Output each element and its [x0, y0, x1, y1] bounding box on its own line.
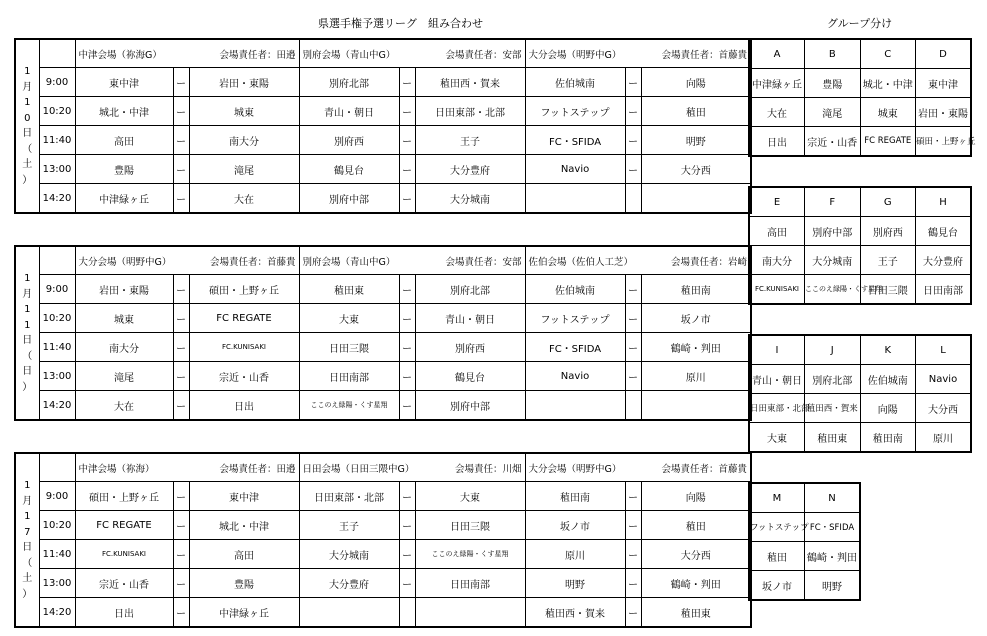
match-date [15, 453, 39, 627]
match-row [15, 569, 751, 598]
away-team: 城北・中津 [189, 511, 299, 540]
kickoff-time: 11:40 [39, 540, 75, 569]
venue-header [299, 453, 525, 482]
away-team: 王子 [415, 126, 525, 155]
away-team: 稙田南 [641, 275, 751, 304]
home-team: 稙田東 [299, 275, 399, 304]
date-char: 1 [24, 66, 31, 77]
home-team: 大在 [75, 391, 173, 421]
group-team: 日田三隈 [860, 275, 916, 305]
home-team: 宗近・山香 [75, 569, 173, 598]
home-team: 明野 [525, 569, 625, 598]
away-team: 日田三隈 [415, 511, 525, 540]
versus-dash: ー [625, 540, 641, 569]
kickoff-time: 13:00 [39, 569, 75, 598]
away-team: FC REGATE [189, 304, 299, 333]
group-team: 日田東部・北部 [749, 394, 805, 423]
kickoff-time: 9:00 [39, 68, 75, 97]
home-team: 佐伯城南 [525, 68, 625, 97]
away-team: 稙田東 [641, 598, 751, 628]
versus-dash: ー [399, 97, 415, 126]
group-letter: K [860, 335, 916, 365]
group-table [748, 482, 861, 601]
versus-dash: ー [625, 126, 641, 155]
group-team: 碩田・上野ヶ丘 [916, 127, 972, 157]
versus-dash: ー [399, 569, 415, 598]
versus-dash: ー [173, 540, 189, 569]
group-table [748, 186, 972, 305]
group-team: 大分城南 [805, 246, 861, 275]
versus-dash: ー [625, 511, 641, 540]
versus-dash: ー [173, 482, 189, 511]
group-team: 鶴崎・判田 [805, 542, 861, 571]
match-row [15, 97, 751, 126]
group-team: 坂ノ市 [749, 571, 805, 601]
date-char: 0 [24, 112, 31, 124]
group-letter: G [860, 187, 916, 217]
match-date [15, 39, 39, 213]
group-letter: E [749, 187, 805, 217]
home-team: Navio [525, 155, 625, 184]
away-team: ここのえ緑陽・くす星翔 [415, 540, 525, 569]
versus-dash: ー [173, 155, 189, 184]
home-team: FC・SFIDA [525, 333, 625, 362]
away-team: 向陽 [641, 482, 751, 511]
date-char: 1 [24, 480, 31, 491]
versus-dash: ー [625, 275, 641, 304]
kickoff-time: 10:20 [39, 304, 75, 333]
venue-header [525, 453, 751, 482]
venue-manager: 会場責任者：岩崎 [671, 256, 748, 268]
home-team: 稙田南 [525, 482, 625, 511]
away-team: 日田南部 [415, 569, 525, 598]
home-team: ここのえ緑陽・くす星翔 [299, 391, 399, 421]
kickoff-time: 14:20 [39, 598, 75, 628]
match-row [15, 540, 751, 569]
home-team: 岩田・東陽 [75, 275, 173, 304]
group-team: 南大分 [749, 246, 805, 275]
group-team: 大分豊府 [916, 246, 972, 275]
versus-dash [625, 391, 641, 421]
home-team: 大分城南 [299, 540, 399, 569]
venue-manager: 会場責任者：安部 [445, 256, 522, 268]
away-team: 大東 [415, 482, 525, 511]
group-team: 王子 [860, 246, 916, 275]
group-table [748, 38, 976, 157]
kickoff-time: 13:00 [39, 362, 75, 391]
away-team: 別府北部 [415, 275, 525, 304]
home-team: フットステップ [525, 304, 625, 333]
time-header [39, 39, 75, 68]
versus-dash: ー [173, 184, 189, 214]
versus-dash: ー [399, 68, 415, 97]
away-team: 碩田・上野ヶ丘 [189, 275, 299, 304]
away-team: 岩田・東陽 [189, 68, 299, 97]
home-team [525, 391, 625, 421]
away-team: 日出 [189, 391, 299, 421]
group-letter: N [805, 483, 861, 513]
versus-dash: ー [173, 304, 189, 333]
home-team: 南大分 [75, 333, 173, 362]
away-team: 大分城南 [415, 184, 525, 214]
date-char: 1 [24, 304, 31, 315]
home-team: 青山・朝日 [299, 97, 399, 126]
venue-name: 大分会場（明野中G） [78, 256, 172, 268]
match-row [15, 482, 751, 511]
home-team: 城東 [75, 304, 173, 333]
home-team: 日田南部 [299, 362, 399, 391]
schedule-table-day-2 [14, 245, 752, 421]
versus-dash: ー [173, 275, 189, 304]
group-team: 中津緑ヶ丘 [749, 69, 805, 98]
date-char: 月 [22, 495, 33, 507]
away-team: 滝尾 [189, 155, 299, 184]
versus-dash: ー [399, 511, 415, 540]
away-team: 明野 [641, 126, 751, 155]
away-team [415, 598, 525, 628]
versus-dash: ー [173, 569, 189, 598]
match-row [15, 598, 751, 628]
groups-title: グループ分け [827, 17, 893, 30]
venue-name: 別府会場（青山中G） [302, 256, 396, 268]
group-team: 明野 [805, 571, 861, 601]
kickoff-time: 10:20 [39, 97, 75, 126]
kickoff-time: 10:20 [39, 511, 75, 540]
date-char: 1 [24, 273, 31, 284]
kickoff-time: 11:40 [39, 126, 75, 155]
home-team: 別府北部 [299, 68, 399, 97]
match-row [15, 362, 751, 391]
away-team: 高田 [189, 540, 299, 569]
away-team: 大分西 [641, 540, 751, 569]
away-team: 宗近・山香 [189, 362, 299, 391]
group-team: 城東 [860, 98, 916, 127]
away-team: 鶴崎・判田 [641, 569, 751, 598]
group-letter: D [916, 39, 972, 69]
away-team: 大分豊府 [415, 155, 525, 184]
match-row [15, 304, 751, 333]
home-team: 稙田西・賀来 [525, 598, 625, 628]
home-team: 日田三隈 [299, 333, 399, 362]
home-team: FC REGATE [75, 511, 173, 540]
date-char: 1 [24, 511, 31, 522]
versus-dash: ー [625, 304, 641, 333]
versus-dash: ー [625, 482, 641, 511]
group-team: 鶴見台 [916, 217, 972, 246]
home-team: 鶴見台 [299, 155, 399, 184]
home-team: 大東 [299, 304, 399, 333]
venue-header [75, 453, 299, 482]
away-team: 鶴見台 [415, 362, 525, 391]
away-team: FC.KUNISAKI [189, 333, 299, 362]
away-team: 青山・朝日 [415, 304, 525, 333]
home-team: 日出 [75, 598, 173, 628]
group-letter: F [805, 187, 861, 217]
venue-manager: 会場責任者：首藤貴 [661, 463, 748, 475]
venue-header [299, 246, 525, 275]
home-team: 日田東部・北部 [299, 482, 399, 511]
venue-manager: 会場責任：川畑 [455, 463, 522, 475]
versus-dash [625, 184, 641, 214]
group-team: 大分西 [916, 394, 972, 423]
match-row [15, 511, 751, 540]
away-team: 南大分 [189, 126, 299, 155]
versus-dash: ー [173, 391, 189, 421]
group-table [748, 334, 972, 453]
kickoff-time: 11:40 [39, 333, 75, 362]
home-team: 坂ノ市 [525, 511, 625, 540]
home-team: 別府中部 [299, 184, 399, 214]
date-char: （ [22, 350, 33, 362]
home-team: 中津緑ヶ丘 [75, 184, 173, 214]
group-letter: H [916, 187, 972, 217]
versus-dash: ー [173, 97, 189, 126]
venue-manager: 会場責任者：首藤貴 [209, 256, 296, 268]
versus-dash: ー [625, 68, 641, 97]
away-team: 鶴崎・判田 [641, 333, 751, 362]
away-team: 豊陽 [189, 569, 299, 598]
venue-name: 日田会場（日田三隈中G） [302, 463, 415, 475]
match-row [15, 184, 751, 214]
versus-dash: ー [625, 598, 641, 628]
group-team: 滝尾 [805, 98, 861, 127]
venue-header [75, 246, 299, 275]
venue-manager: 会場責任者：首藤貴 [661, 49, 748, 61]
away-team: 城東 [189, 97, 299, 126]
group-team: 日出 [749, 127, 805, 157]
date-char: （ [22, 557, 33, 569]
group-team: FC REGATE [860, 127, 916, 157]
group-team: ここのえ緑陽・くす星翔 [805, 275, 861, 305]
group-team: 別府北部 [805, 365, 861, 394]
schedule-table-day-1 [14, 38, 752, 214]
group-team: FC.KUNISAKI [749, 275, 805, 305]
match-row [15, 275, 751, 304]
group-team: 稙田東 [805, 423, 861, 453]
group-letter: L [916, 335, 972, 365]
home-team: フットステップ [525, 97, 625, 126]
venue-header [525, 39, 751, 68]
versus-dash: ー [399, 184, 415, 214]
versus-dash: ー [625, 155, 641, 184]
away-team: 中津緑ヶ丘 [189, 598, 299, 628]
group-team: 稙田 [749, 542, 805, 571]
venue-name: 佐伯会場（佐伯人工芝） [528, 256, 634, 268]
away-team: 別府中部 [415, 391, 525, 421]
group-team: 稙田西・賀来 [805, 394, 861, 423]
venue-header [75, 39, 299, 68]
versus-dash: ー [399, 391, 415, 421]
home-team: 原川 [525, 540, 625, 569]
group-team: 佐伯城南 [860, 365, 916, 394]
date-char: 月 [22, 81, 33, 93]
group-letter: B [805, 39, 861, 69]
home-team: 高田 [75, 126, 173, 155]
group-team: 豊陽 [805, 69, 861, 98]
versus-dash: ー [399, 333, 415, 362]
group-team: 高田 [749, 217, 805, 246]
versus-dash: ー [625, 97, 641, 126]
kickoff-time: 13:00 [39, 155, 75, 184]
date-char: 土 [22, 159, 33, 170]
group-team: FC・SFIDA [805, 513, 861, 542]
date-char: ） [22, 174, 33, 186]
date-char: 日 [22, 542, 33, 553]
kickoff-time: 14:20 [39, 391, 75, 421]
kickoff-time: 9:00 [39, 482, 75, 511]
group-team: Navio [916, 365, 972, 394]
versus-dash: ー [625, 362, 641, 391]
group-team: 別府中部 [805, 217, 861, 246]
group-team: 宗近・山香 [805, 127, 861, 157]
group-team: 城北・中津 [860, 69, 916, 98]
venue-name: 大分会場（明野中G） [528, 49, 622, 61]
home-team: 東中津 [75, 68, 173, 97]
venue-header [525, 246, 751, 275]
home-team: 王子 [299, 511, 399, 540]
schedule-table-day-3 [14, 452, 752, 628]
date-char: 月 [22, 288, 33, 300]
date-char: （ [22, 143, 33, 155]
date-char: 1 [24, 319, 31, 331]
match-row [15, 126, 751, 155]
home-team: Navio [525, 362, 625, 391]
date-char: 日 [22, 128, 33, 139]
away-team: 大分西 [641, 155, 751, 184]
venue-manager: 会場責任者：田邉 [219, 463, 296, 475]
versus-dash: ー [625, 333, 641, 362]
kickoff-time: 14:20 [39, 184, 75, 214]
home-team: 城北・中津 [75, 97, 173, 126]
group-team: 向陽 [860, 394, 916, 423]
away-team: 坂ノ市 [641, 304, 751, 333]
away-team: 東中津 [189, 482, 299, 511]
date-char: 土 [22, 573, 33, 584]
group-letter: C [860, 39, 916, 69]
versus-dash: ー [173, 333, 189, 362]
kickoff-time: 9:00 [39, 275, 75, 304]
venue-name: 中津会場（祢海） [78, 463, 155, 475]
away-team [641, 184, 751, 214]
match-row [15, 333, 751, 362]
match-date [15, 246, 39, 420]
home-team: FC.KUNISAKI [75, 540, 173, 569]
group-team: 稙田南 [860, 423, 916, 453]
date-char: ） [22, 588, 33, 600]
venue-name: 別府会場（青山中G） [302, 49, 396, 61]
main-title: 県選手権予選リーグ 組み合わせ [318, 17, 483, 30]
group-team: 岩田・東陽 [916, 98, 972, 127]
home-team [525, 184, 625, 214]
match-row [15, 391, 751, 421]
group-team: フットステップ [749, 513, 805, 542]
date-char: 1 [24, 97, 31, 108]
home-team [299, 598, 399, 628]
away-team: 原川 [641, 362, 751, 391]
group-team: 東中津 [916, 69, 972, 98]
group-letter: I [749, 335, 805, 365]
versus-dash: ー [173, 68, 189, 97]
group-letter: A [749, 39, 805, 69]
home-team: 別府西 [299, 126, 399, 155]
group-letter: J [805, 335, 861, 365]
away-team: 日田東部・北部 [415, 97, 525, 126]
group-team: 原川 [916, 423, 972, 453]
group-team: 大在 [749, 98, 805, 127]
match-row [15, 155, 751, 184]
home-team: 滝尾 [75, 362, 173, 391]
venue-name: 中津会場（祢海G） [78, 49, 162, 61]
match-row [15, 68, 751, 97]
versus-dash: ー [399, 275, 415, 304]
venue-name: 大分会場（明野中G） [528, 463, 622, 475]
venue-header [299, 39, 525, 68]
group-letter: M [749, 483, 805, 513]
time-header [39, 453, 75, 482]
versus-dash [399, 598, 415, 628]
home-team: 碩田・上野ヶ丘 [75, 482, 173, 511]
date-char: ） [22, 381, 33, 393]
time-header [39, 246, 75, 275]
home-team: FC・SFIDA [525, 126, 625, 155]
group-team: 青山・朝日 [749, 365, 805, 394]
away-team: 大在 [189, 184, 299, 214]
versus-dash: ー [625, 569, 641, 598]
versus-dash: ー [173, 598, 189, 628]
versus-dash: ー [399, 304, 415, 333]
versus-dash: ー [399, 540, 415, 569]
away-team: 稙田西・賀来 [415, 68, 525, 97]
away-team: 向陽 [641, 68, 751, 97]
home-team: 大分豊府 [299, 569, 399, 598]
away-team [641, 391, 751, 421]
home-team: 豊陽 [75, 155, 173, 184]
date-char: 日 [22, 335, 33, 346]
date-char: 7 [24, 526, 31, 538]
versus-dash: ー [399, 482, 415, 511]
group-team: 別府西 [860, 217, 916, 246]
versus-dash: ー [173, 126, 189, 155]
versus-dash: ー [173, 362, 189, 391]
venue-manager: 会場責任者：田邉 [219, 49, 296, 61]
home-team: 佐伯城南 [525, 275, 625, 304]
venue-manager: 会場責任者：安部 [445, 49, 522, 61]
versus-dash: ー [399, 362, 415, 391]
versus-dash: ー [173, 511, 189, 540]
away-team: 別府西 [415, 333, 525, 362]
group-team: 大東 [749, 423, 805, 453]
away-team: 稙田 [641, 511, 751, 540]
versus-dash: ー [399, 126, 415, 155]
date-char: 日 [22, 366, 33, 377]
away-team: 稙田 [641, 97, 751, 126]
versus-dash: ー [399, 155, 415, 184]
group-team: 日田南部 [916, 275, 972, 305]
